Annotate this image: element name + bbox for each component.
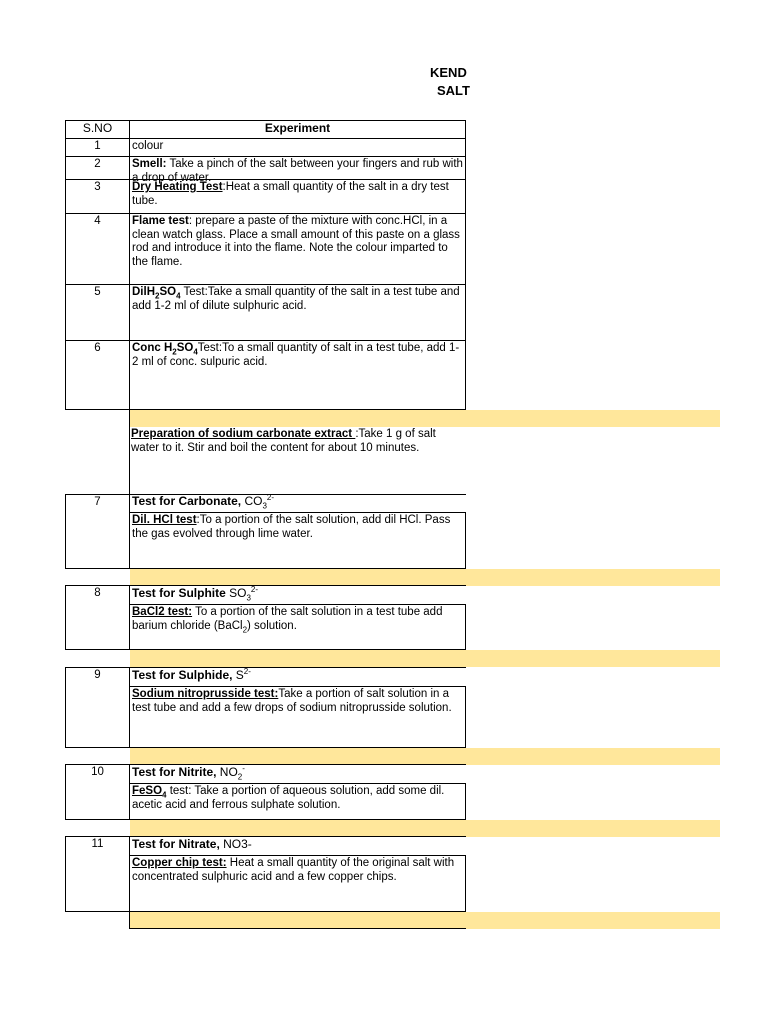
extract-left-border — [129, 410, 130, 495]
row-6-sno: 6 — [65, 340, 130, 410]
row-9-experiment: Sodium nitroprusside test:Take a portion of salt solution in a test tube and add a few drops of sodium nitroprusside solution. — [129, 686, 466, 748]
row-5-sno: 5 — [65, 284, 130, 341]
page-title-line1: KEND — [430, 65, 467, 80]
row-8-experiment: BaCl2 test: To a portion of the salt solution in a test tube add barium chloride (BaCl$_2$) solution. — [129, 604, 466, 650]
row-4-experiment — [129, 213, 466, 285]
row-9-heading: Test for Sulphide, $S^{2-}$ — [132, 667, 251, 682]
highlight-band — [130, 410, 720, 427]
row-3-sno: 3 — [65, 179, 130, 214]
extract-title: Preparation of sodium carbonate extract — [131, 428, 356, 440]
row-6-text: Test:To a small quantity of salt in a test tube, add 1-2 ml of conc. sulpuric acid. — [132, 342, 460, 368]
highlight-band — [130, 748, 720, 765]
bottom-line — [129, 928, 466, 929]
sodium-carbonate-extract — [131, 428, 471, 455]
row-4-title: Flame test — [132, 215, 189, 227]
row-10-sno: 10 — [65, 764, 130, 820]
row-5-text: Test:Take a small quantity of the salt in a test tube and add 1-2 ml of dilute sulphuric acid. — [132, 286, 460, 312]
row-11-sno: 11 — [65, 836, 130, 912]
row-3-text: :Heat a small quantity of the salt in a dry test tube. — [132, 181, 449, 207]
row-1-sno: 1 — [65, 138, 130, 157]
row-2-experiment — [129, 156, 466, 184]
row-9-sno: 9 — [65, 667, 130, 748]
highlight-band — [130, 569, 720, 586]
row-7-sno: 7 — [65, 494, 130, 569]
bottom-left-border — [129, 912, 130, 929]
extract-text2: water to it. Stir and boil the content for about 10 minutes. — [131, 441, 420, 454]
row-11-heading: Test for Nitrate, NO3- — [132, 837, 252, 851]
row-5-title: $DilH_2SO_4$ — [132, 286, 181, 301]
row-8-sno: 8 — [65, 585, 130, 650]
row-7-experiment: Dil. HCl test:To a portion of the salt solution, add dil HCl. Pass the gas evolved through lime water. — [129, 512, 466, 569]
row-2-sno: 2 — [65, 156, 130, 180]
row-5-experiment — [129, 284, 466, 341]
highlight-band — [130, 912, 720, 929]
row-11-experiment: Copper chip test: Heat a small quantity of the original salt with concentrated sulphuric acid and a few copper chips. — [129, 855, 466, 912]
row-6-title: Conc $H_2SO_4$ — [132, 342, 198, 357]
row-8-heading: Test for Sulphite $SO_3^{2-}$ — [132, 585, 259, 603]
header-sno: S.NO — [65, 120, 130, 139]
row-3-title: Dry Heating Test — [132, 181, 223, 193]
row-7-heading: Test for Carbonate, $CO_3^{2-}$ — [132, 493, 275, 511]
row-10-experiment: FeSO$_4$ test: Take a portion of aqueous solution, add some dil. acetic acid and ferrous sulphate solution. — [129, 783, 466, 820]
extract-text: :Take 1 g of salt — [355, 428, 436, 440]
row-1-experiment: colour — [129, 138, 466, 157]
row-3-experiment — [129, 179, 466, 214]
highlight-band — [130, 650, 720, 667]
page-title-line2: SALT — [437, 83, 470, 98]
highlight-band — [130, 820, 720, 837]
header-experiment: Experiment — [129, 120, 466, 139]
row-2-title: Smell: — [132, 158, 167, 170]
row-6-experiment — [129, 340, 466, 410]
row-10-heading: Test for Nitrite, $NO_2^-$ — [132, 764, 245, 782]
row-2-text: Take a pinch of the salt between your fingers and rub with a drop of water. — [132, 158, 463, 184]
row-4-text: : prepare a paste of the mixture with conc.HCl, in a clean watch glass. Place a small amount of this paste on a glass rod and introduce it into the flame. Note the colour imparted to the flame. — [132, 215, 460, 268]
row-4-sno: 4 — [65, 213, 130, 285]
